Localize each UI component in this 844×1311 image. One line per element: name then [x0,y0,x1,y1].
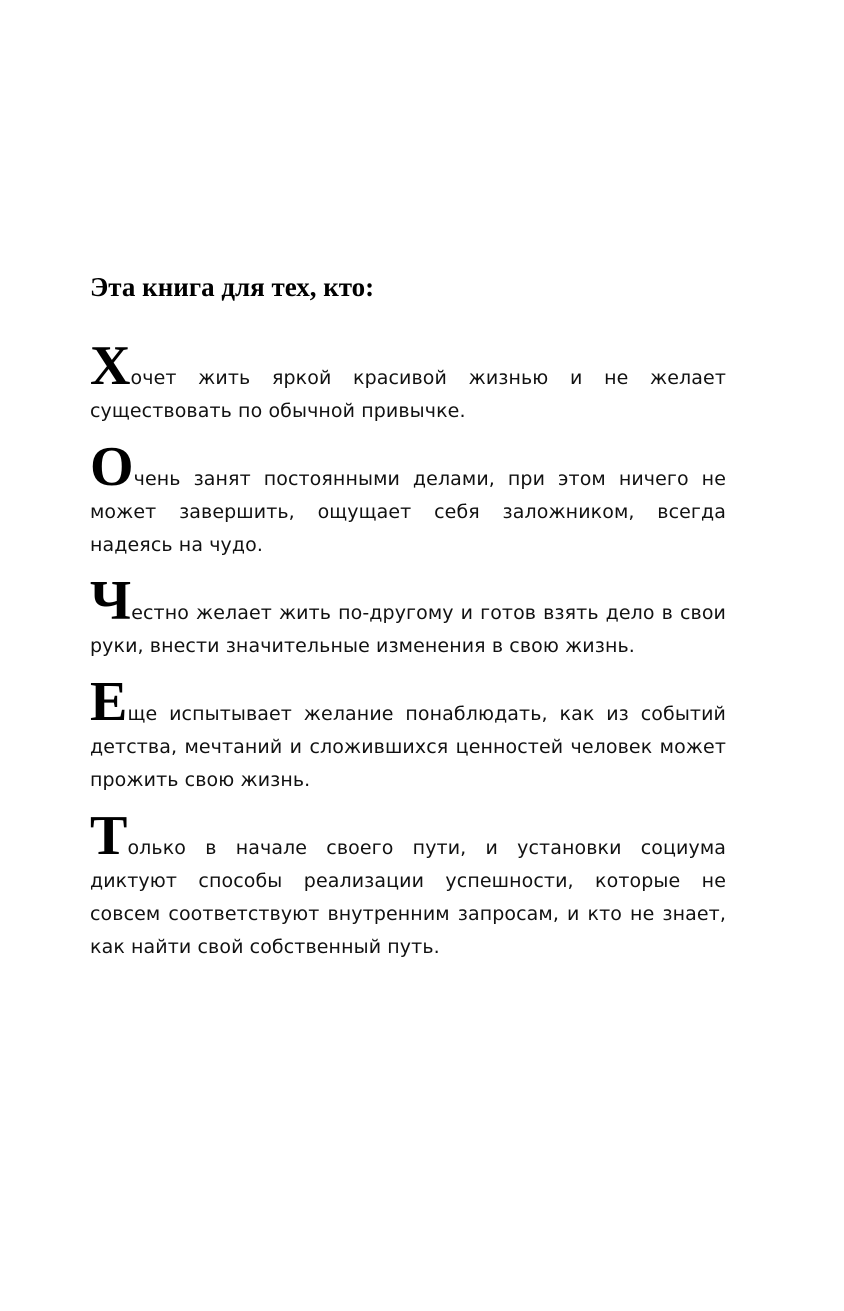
drop-cap-initial: Ч [90,570,132,632]
drop-cap-initial: Е [90,671,128,733]
paragraph-5 [90,805,726,964]
paragraph-text: очет жить яркой красивой жизнью и не желает существовать по обычной привычке. [90,367,726,422]
paragraph-1 [90,335,726,428]
paragraph-text: ще испытывает желание понаблюдать, как из событий детства, мечтаний и сложившихся ценностей человек может прожить свою жизнь. [90,703,726,791]
page-heading: Эта книга для тех, кто: [90,272,375,302]
drop-cap-initial: Х [90,335,131,397]
paragraph-2 [90,436,726,562]
paragraph-4 [90,671,726,797]
page-content [90,268,726,987]
paragraph-text: естно желает жить по-другому и готов взять дело в свои руки, внести значительные изменения в свою жизнь. [90,602,726,657]
paragraph-3 [90,570,726,663]
paragraph-text: чень занят постоянными делами, при этом ничего не может завершить, ощущает себя заложником, всегда надеясь на чудо. [90,468,726,556]
drop-cap-initial: Т [90,805,128,867]
drop-cap-initial: О [90,436,134,498]
paragraph-text: олько в начале своего пути, и установки социума диктуют способы реализации успешности, которые не совсем соответствуют внутренним запросам, и кто не знает, как найти свой собственный путь. [90,837,726,958]
